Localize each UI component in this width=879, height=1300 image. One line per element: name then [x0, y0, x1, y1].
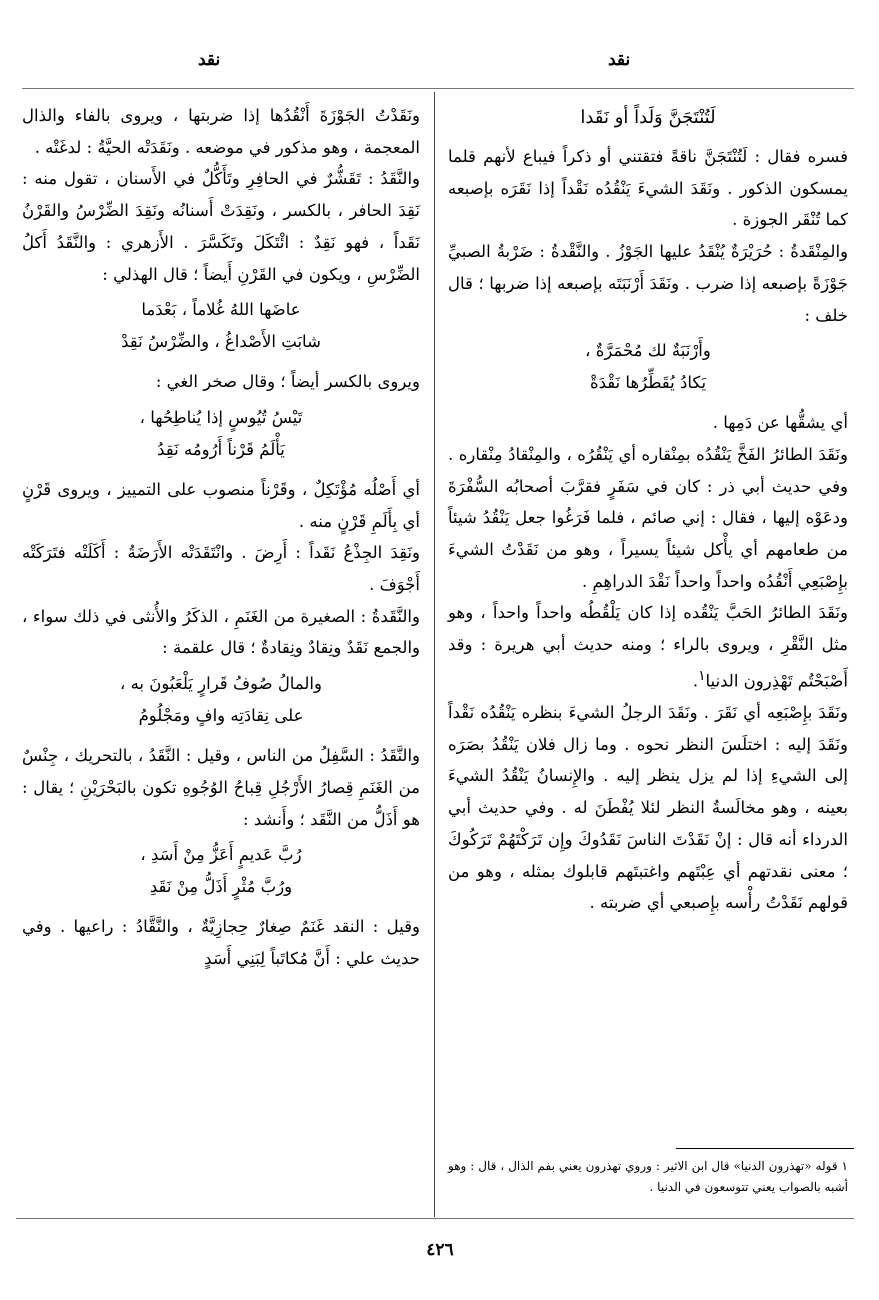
column-divider — [434, 92, 435, 1217]
paragraph: والمِنْقَدةُ : حُرَيْرَةٌ يُنْقَدُ عليها الجَوْزُ . والنَّقْدةُ : ضَرْبةُ الصبيِّ جَوْزَةً بإصبعه إذا ضرب . ونَقَدَ أَرْنَبَتَه بإصبعه إذا ضربها ؛ قال خلف : — [448, 242, 848, 325]
verse-line: عاضَها اللهُ غُلاماً ، بَعْدَما — [141, 300, 301, 320]
verse-line: شابَتِ الأَصْداغُ ، والضِّرْسُ نَقِدْ — [121, 332, 321, 352]
footnote: ١ قوله «تهذرون الدنيا» قال ابن الاثير : وروي تهذرون يعني بفم الذال ، قال : وهو أشبه بالصواب يعني تتوسعون في الدنيا . — [448, 1159, 848, 1194]
paragraph-end: . — [692, 671, 699, 691]
verse-line: يَأْلَمُ قَرْناً أَرُومُه نَقِدُ — [157, 439, 285, 459]
verse-line: والمالُ صُوفُ قَرارٍ يَلْعَبُونَ به ، — [120, 674, 322, 694]
paragraph: والنَّقَدُ : السَّفِلُ من الناس ، وقيل : النَّقَدُ ، بالتحريك ، جِنْسٌ من الغَنَمِ قِصارُ الأَرْجُلِ قِباحُ الوُجُوهِ تكون بالبَحْرَيْنِ ؛ يقال : هو أَذَلُّ من النَّقَد ؛ وأَنشد : — [22, 746, 420, 829]
verse-line: تَيْسُ تُيُوسٍ إذا يُناطِحُها ، — [139, 407, 303, 427]
page-number: ٤٢٦ — [426, 1240, 454, 1260]
header-rule — [22, 88, 854, 89]
paragraph: فسره فقال : لَتُنْتَجَنَّ ناقةً فتقتني أو ذكراً فيباع لأنهم قلما يمسكون الذكور . ونَقَدَ الشيءَ يَنْقُدُه نَقْداً إذا نَقَرَه بإصبعه كما تُنْقَر الجوزة . — [448, 147, 848, 230]
paragraph: والنَّقَدةُ : الصغيرة من الغَنَمِ ، الذكَرُ والأُنثى في ذلك سواء ، والجمع نَقَدٌ ونِقادٌ ونِقادةٌ ؛ قال علقمة : — [22, 606, 420, 658]
paragraph — [448, 597, 848, 697]
paragraph: ونَقِدَ الجِذْعُ نَقَداً : أَرِضَ . وانْتَقَدَتْه الأَرَضَةُ : أَكَلَتْه فتَرَكَتْه أَجْوَفَ . — [22, 543, 420, 595]
entry-title: لَتُنْتَجَنَّ وَلَداً أو نَقَدا — [580, 107, 716, 128]
paragraph: ونَقَدْتُ الجَوْزَةَ أَنْقُدُها إذا ضربتها ، ويروى بالفاء والذال المعجمة ، وهو مذكور في موضعه . ونَقَدَتْه الحيَّةُ : لدغَتْه . — [22, 106, 420, 157]
footnote-rule — [676, 1148, 854, 1149]
left-column — [22, 100, 420, 975]
running-header-left: نقد — [198, 50, 221, 70]
verse-line: يَكادُ يُقَطِّرُها نَقْدَةْ — [589, 373, 707, 393]
running-header-right: نقد — [608, 50, 631, 70]
paragraph: ونَقَدَ الطائرُ الفَخَّ يَنْقُدُه بمِنْقاره أي يَنْقُرُه ، والمِنْقادُ مِنْقاره . وفي حديث أبي ذر : كان في سَفَرٍ فقرَّبَ أصحابُه السُّفْرَةَ ودعَوْه إليها ، فقال : إني صائم ، فلما فَرَغُوا جعل يَنْقُدُ شيئاً من طعامهم أي يأْكل شيئاً يسيراً ، وهو من نَقَدْتُ الشيءَ بإِصْبَعِي أَنْقُدُه واحداً واحداً نَقْدَ الدراهِمِ . — [448, 444, 848, 591]
verse-line: وأَرْنَبَةٌ لك مُحْمَرَّةٌ ، — [585, 341, 711, 361]
paragraph: ونَقَدَ بإِصْبَعِه أي نَقَرَ . ونَقَدَ الرجلُ الشيءَ بنظره يَنْقُدُه نَقْداً ونَقَدَ إليه : اختلَسَ النظر نحوه . وما زال فلان يَنْقُدُ بصَرَه إلى الشيءِ إذا لم يزل ينظر إليه . والإِنسانُ يَنْقُدُ الشيءَ بعينه ، وهو مخالَسةُ النظر لئلا يُفْطَنَ له . وفي حديث أبي الدرداء أنه قال : إنْ نَقَدْتَ الناسَ نَقَدُوكَ وإِن تَرَكْتَهُمْ تَرَكُوكَ ؛ معنى نقدتهم أي عِبْتَهم واغتبتَهم قابلوك بمثله ، وهو من قولهم نَقَدْتُ رأْسه بإِصبعي أي ضربته . — [448, 703, 848, 913]
footnote-marker: ١ — [698, 667, 706, 684]
right-column — [448, 101, 848, 919]
paragraph: والنَّقَدُ : تَقَشُّرٌ في الحافِرِ وتَأَكُّلٌ في الأَسنان ، تقول منه : نَقِدَ الحافر ، بالكسر ، ونَقِدَتْ أَسنانُه ونَقِدَ الضِّرْسُ والقَرْنُ نَقَداً ، فهو نَقِدٌ : ائْتَكَلَ وتَكَسَّرَ . الأَزهري : والنَّقَدُ أَكلُ الضِّرْسِ ، ويكون في القَرْنِ أَيضاً ؛ قال الهذلي : — [22, 169, 420, 284]
paragraph-text: ونَقَدَ الطائرُ الحَبَّ يَنْقُده إذا كان يَلْقُطُه واحداً واحداً ، وهو مثل النَّقْرِ ، ويروى بالراء ؛ ومنه حديث أبي هريرة : وقد أَصْبَحْتُم تَهْذِرون الدنيا — [448, 603, 848, 691]
verse-line: رُبَّ عَديمٍ أَعَزُّ مِنْ أَسَدِ ، — [140, 845, 302, 865]
paragraph: وقيل : النقد غَنَمٌ صِغارٌ حِجازِيَّةٌ ، والنَّقَّادُ : راعيها . وفي حديث علي : أَنَّ مُكاتَباً لِبَنِي أَسَدٍ — [22, 917, 420, 968]
footer-rule — [16, 1218, 854, 1219]
verse-line: ورُبَّ مُثْرٍ أَذَلُّ مِنْ نَقَدِ — [149, 877, 293, 897]
paragraph: أي أَصْلُه مُؤْتَكِلٌ ، وقَرْناً منصوب على التمييز ، ويروى قَرْنٍ أي بِأَلَمِ قَرْنٍ منه . — [22, 479, 420, 531]
paragraph: أي يشقُّها عن دَمِها . — [712, 413, 848, 433]
verse-line: على نِقادَتِه وافٍ ومَجْلُومُ — [138, 706, 304, 726]
paragraph: ويروى بالكسر أيضاً ؛ وقال صخر الغي : — [155, 372, 420, 392]
